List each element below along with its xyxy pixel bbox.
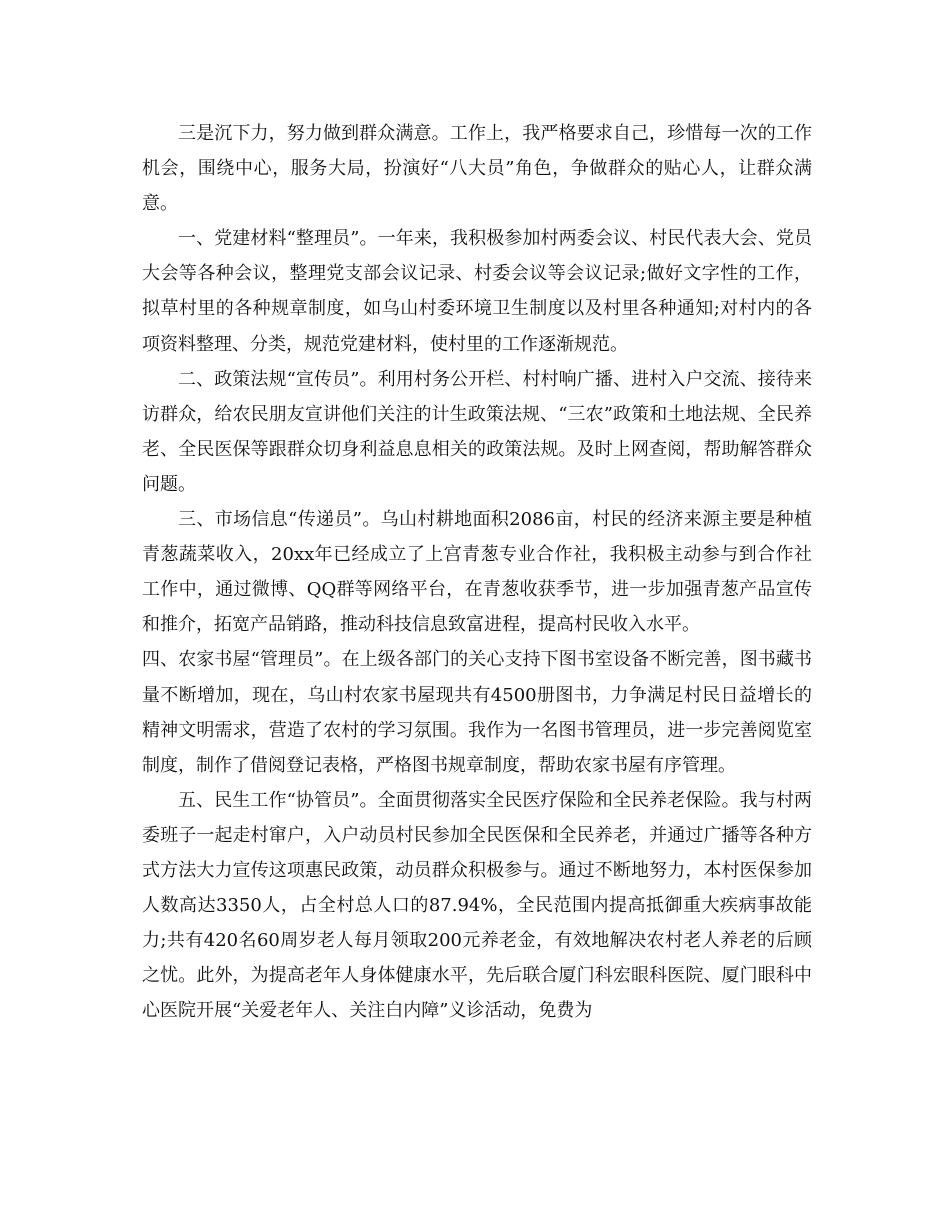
paragraph-market-info: 三、市场信息“传递员”。乌山村耕地面积2086亩，村民的经济来源主要是种植青葱蔬菜收入，20xx年已经成立了上宫青葱专业合作社，我积极主动参与到合作社工作中，通过微博、QQ群等网络平台，在青葱收获季节，进一步加强青葱产品宣传和推介，拓宽产品销路，推动科技信息致富进程，提高村民收入水平。 (142, 509, 812, 636)
paragraph-library-management: 四、农家书屋“管理员”。在上级各部门的关心支持下图书室设备不断完善，图书藏书量不断增加，现在，乌山村农家书屋现共有4500册图书，力争满足村民日益增长的精神文明需求，营造了农村的学习氛围。我作为一名图书管理员，进一步完善阅览室制度，制作了借阅登记表格，严格图书规章制度，帮助农家书屋有序管理。 (142, 649, 812, 776)
paragraph-livelihood-work: 五、民生工作“协管员”。全面贯彻落实全民医疗保险和全民养老保险。我与村两委班子一起走村窜户，入户动员村民参加全民医保和全民养老，并通过广播等各种方式方法大力宣传这项惠民政策，动员群众积极参与。通过不断地努力，本村医保参加人数高达3350人，占全村总人口的87.94%，全民范围内提高抵御重大疾病事故能力;共有420名60周岁老人每月领取200元养老金，有效地解决农村老人养老的后顾之忧。此外，为提高老年人身体健康水平，先后联合厦门科宏眼科医院、厦门眼科中心医院开展“关爱老年人、关注白内障”义诊活动，免费为 (142, 789, 812, 1022)
paragraph-policy-promotion: 二、政策法规“宣传员”。利用村务公开栏、村村响广播、进村入户交流、接待来访群众，给农民朋友宣讲他们关注的计生政策法规、“三农”政策和土地法规、全民养老、全民医保等跟群众切身利益息息相关的政策法规。及时上网查阅，帮助解答群众问题。 (142, 368, 812, 495)
document-body (142, 116, 812, 1028)
paragraph-intro: 三是沉下力，努力做到群众满意。工作上，我严格要求自己，珍惜每一次的工作机会，围绕中心，服务大局，扮演好“八大员”角色，争做群众的贴心人，让群众满意。 (142, 123, 812, 215)
paragraph-party-materials: 一、党建材料“整理员”。一年来，我积极参加村两委会议、村民代表大会、党员大会等各种会议，整理党支部会议记录、村委会议等会议记录;做好文字性的工作，拟草村里的各种规章制度，如乌山村委环境卫生制度以及村里各种通知;对村内的各项资料整理、分类，规范党建材料，使村里的工作逐渐规范。 (142, 228, 812, 355)
